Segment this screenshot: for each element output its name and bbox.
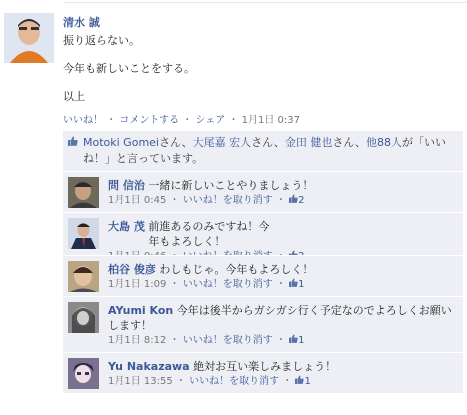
like-count[interactable] — [289, 279, 304, 290]
divider — [63, 2, 467, 3]
liker-name[interactable]: Motoki Gomei — [83, 136, 159, 149]
avatar-photo — [68, 218, 99, 249]
commenter-avatar[interactable] — [68, 218, 99, 249]
liker-name[interactable]: 大尾嘉 宏人 — [192, 136, 252, 149]
comment-item — [63, 212, 463, 255]
unlike-link[interactable]: いいね！を取り消す — [182, 335, 273, 346]
separator: ・ — [182, 115, 193, 126]
comments-section — [63, 131, 463, 393]
post-actions — [63, 111, 300, 126]
commenter-avatar[interactable] — [68, 177, 99, 208]
author-avatar[interactable] — [4, 13, 54, 63]
comment-meta: 1月1日 0:45 ・ いいね！を取り消す ・ 2 — [108, 195, 305, 206]
comment-meta: 1月1日 8:12 ・ いいね！を取り消す ・ 1 — [108, 335, 305, 346]
comment-time[interactable]: 1月1日 13:55 — [108, 376, 173, 387]
comment-time[interactable]: 1月1日 8:12 — [108, 335, 167, 346]
comment-text: 前進あるのみですね！今年もよろしく！ — [148, 220, 270, 248]
like-count[interactable] — [289, 335, 304, 346]
thumbs-up-icon — [289, 194, 298, 203]
commenter-avatar[interactable] — [68, 261, 99, 292]
thumbs-up-icon — [68, 136, 78, 146]
author-photo — [4, 13, 54, 63]
like-count[interactable] — [295, 376, 310, 387]
commenter-name[interactable]: AYumi Kon — [108, 304, 174, 317]
share-link[interactable]: シェア — [195, 115, 226, 126]
separator: ・ — [106, 115, 117, 126]
unlike-link[interactable]: いいね！を取り消す — [182, 195, 273, 206]
comment-text: 絶対お互い楽しみましょう！ — [193, 360, 337, 373]
likers-others-link[interactable]: 他88人 — [366, 136, 402, 149]
unlike-link[interactable]: いいね！を取り消す — [182, 279, 273, 290]
comment-time[interactable]: 1月1日 0:45 — [108, 195, 167, 206]
post-line-2: 今年も新しいことをする。 — [63, 62, 195, 75]
post-timestamp[interactable]: 1月1日 0:37 — [241, 115, 300, 126]
comment-item — [63, 296, 463, 352]
post-line-3: 以上 — [63, 90, 85, 103]
avatar-photo — [68, 261, 99, 292]
avatar-photo — [68, 177, 99, 208]
commenter-avatar[interactable] — [68, 302, 99, 333]
comment-link[interactable]: コメントする — [119, 115, 180, 126]
post-body — [63, 34, 195, 118]
commenter-name[interactable]: 問 信治 — [108, 179, 145, 192]
liker-suffix: さん、 — [158, 136, 193, 149]
comment-item — [63, 171, 463, 212]
likes-tail: が「いいね！」と言っています。 — [83, 136, 446, 165]
avatar-photo — [68, 302, 99, 333]
comment-text: わしもじゃ。今年もよろしく！ — [159, 263, 314, 276]
commenter-name[interactable]: 柏谷 俊彦 — [108, 263, 156, 276]
comment-meta: 1月1日 13:55 ・ いいね！を取り消す ・ 1 — [108, 376, 311, 387]
comment-item — [63, 255, 463, 296]
liker-name[interactable]: 金田 健也 — [284, 136, 333, 149]
like-count[interactable] — [289, 195, 304, 206]
thumbs-up-icon — [289, 278, 298, 287]
commenter-name[interactable]: Yu Nakazawa — [108, 360, 190, 373]
comment-item — [63, 352, 463, 393]
avatar-photo — [68, 358, 99, 389]
commenter-avatar[interactable] — [68, 358, 99, 389]
like-link[interactable]: いいね！ — [63, 115, 103, 126]
separator: ・ — [228, 115, 239, 126]
post-line-1: 振り返らない。 — [63, 34, 140, 47]
like-count-value: 1 — [298, 279, 305, 290]
unlike-link[interactable]: いいね！を取り消す — [189, 376, 280, 387]
comment-text: 一緒に新しいことやりましょう！ — [148, 179, 314, 192]
liker-suffix: さん、 — [251, 136, 285, 149]
likes-summary — [63, 131, 463, 171]
comment-meta: 1月1日 1:09 ・ いいね！を取り消す ・ 1 — [108, 279, 305, 290]
post-author-name[interactable]: 清水 誠 — [63, 16, 100, 29]
thumbs-up-icon — [289, 334, 298, 343]
comment-text: 今年は後半からガシガシ行く予定なのでよろしくお願いします！ — [108, 304, 452, 332]
like-count-value: 1 — [298, 335, 305, 346]
like-count-value: 2 — [298, 195, 305, 206]
liker-suffix: さん、 — [332, 136, 366, 149]
comment-time[interactable]: 1月1日 1:09 — [108, 279, 167, 290]
like-count-value: 1 — [304, 376, 311, 387]
commenter-name[interactable]: 大島 茂 — [108, 220, 145, 233]
